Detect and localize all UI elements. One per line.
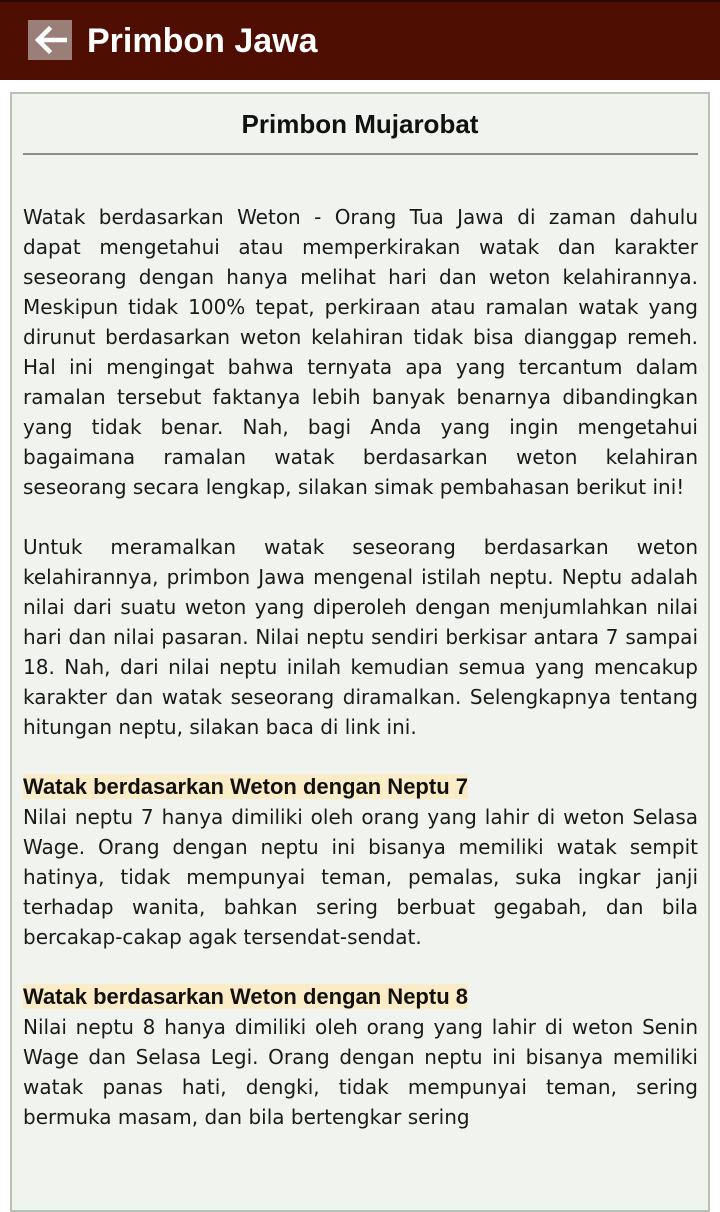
app-bar (0, 0, 720, 80)
arrow-left-icon (33, 25, 67, 55)
app-title: Primbon Jawa (87, 22, 318, 60)
article-card (10, 92, 710, 1212)
intro-paragraph-2: Untuk meramalkan watak seseorang berdasarkan weton kelahirannya, primbon Jawa mengenal istilah neptu. Neptu adalah nilai dari suatu weton yang diperoleh dengan menjumlahkan nilai hari dan nilai pasaran. Nilai neptu sendiri berkisar antara 7 sampai 18. Nah, dari nilai neptu inilah kemudian semua yang mencakup karakter dan watak seseorang diramalkan. Selengkapnya tentang hitungan neptu, silakan baca di link ini. (23, 535, 698, 739)
article-content[interactable] (23, 202, 698, 1162)
section-heading-neptu-8 (23, 982, 698, 1012)
section-body-neptu-8: Nilai neptu 8 hanya dimiliki oleh orang yang lahir di weton Senin Wage dan Selasa Legi. Orang dengan neptu ini bisanya memiliki watak panas hati, dengki, tidak mempunyai teman, sering bermuka masam, dan bila bertengkar sering (23, 1015, 698, 1129)
section-heading-neptu-7 (23, 772, 698, 802)
section-body-neptu-7: Nilai neptu 7 hanya dimiliki oleh orang yang lahir di weton Selasa Wage. Orang dengan neptu ini bisanya memiliki watak sempit hatinya, tidak mempunyai teman, pemalas, suka ingkar janji terhadap wanita, bahkan sering berbuat gegabah, dan bila bercakap-cakap agak tersendat-sendat. (23, 805, 698, 949)
article-title: Primbon Mujarobat (241, 109, 479, 139)
title-divider (23, 153, 698, 155)
back-button[interactable] (28, 20, 72, 60)
section-heading-text: Watak berdasarkan Weton dengan Neptu 7 (23, 774, 468, 799)
section-heading-text: Watak berdasarkan Weton dengan Neptu 8 (23, 984, 468, 1009)
intro-paragraph-1: Watak berdasarkan Weton - Orang Tua Jawa di zaman dahulu dapat mengetahui atau memperkirakan watak dan karakter seseorang dengan hanya melihat hari dan weton kelahirannya. Meskipun tidak 100% tepat, perkiraan atau ramalan watak yang dirunut berdasarkan weton kelahiran tidak bisa dianggap remeh. Hal ini mengingat bahwa ternyata apa yang tercantum dalam ramalan tersebut faktanya lebih banyak benarnya dibandingkan yang tidak benar. Nah, bagi Anda yang ingin mengetahui bagaimana ramalan watak berdasarkan weton kelahiran seseorang secara lengkap, silakan simak pembahasan berikut ini! (23, 205, 698, 499)
